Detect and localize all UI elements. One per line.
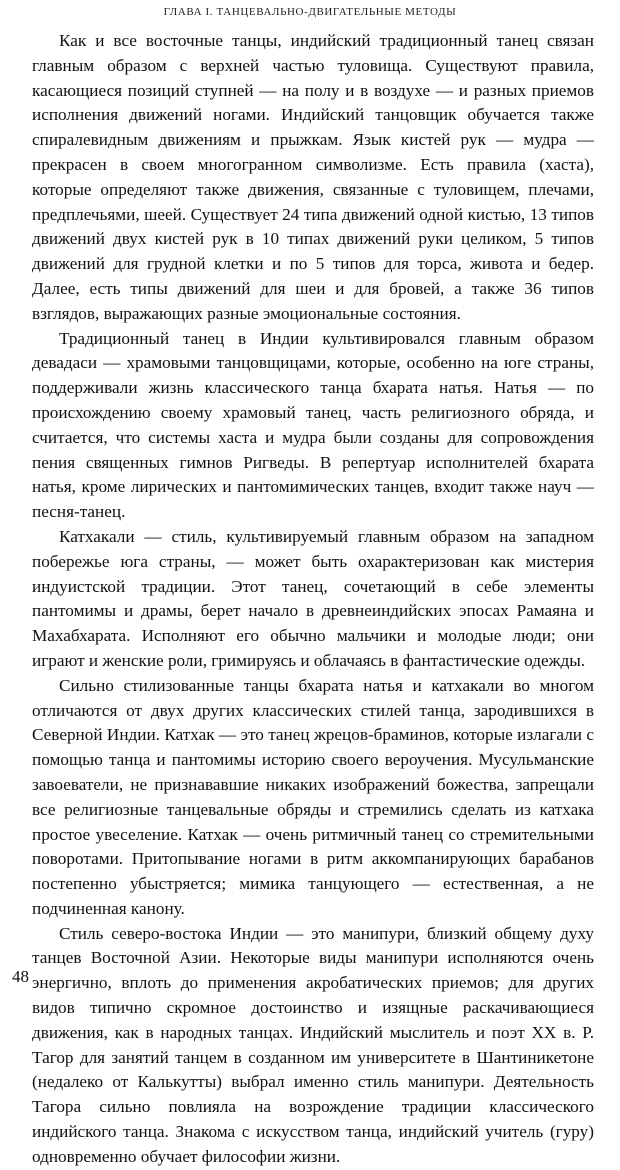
body-text	[32, 29, 594, 1170]
paragraph-4: Сильно стилизованные танцы бхарата натья и катхакали во многом отличаются от двух других классических стилей танца, зародившихся в Северной Индии. Катхак — это танец жрецов-браминов, которые излагали с помощью танца и пантомимы историю своего вероучения. Мусульманские завоеватели, не признававшие никаких изображений божества, запрещали все религиозные танцевальные обряды и стремились сделать из катхака простое увеселение. Катхак — очень ритмичный танец со стремительными поворотами. Притопывание ногами в ритм аккомпанирующих барабанов постепенно убыстряется; мимика танцующего — естественная, а не подчиненная канону.	[32, 675, 594, 918]
paragraph-2: Традиционный танец в Индии культивировался главным образом девадаси — храмовыми танцовщицами, которые, особенно на юге страны, поддерживали жизнь классического танца бхарата натья. Натья — по происхождению своему храмовый танец, часть религиозного обряда, и считается, что системы хаста и мудра были созданы для сопровождения пения священных гимнов Ригведы. В репертуар исполнителей бхарата натья, кроме лирических и пантомимических танцев, входит также науч — песня-танец.	[32, 328, 594, 522]
page-number: 48	[12, 967, 29, 986]
paragraph-5: Стиль северо-востока Индии — это манипури, близкий общему духу танцев Восточной Азии. Некоторые виды манипури исполняются очень энергично, вплоть до применения акробатических приемов; для других видов типично скромное достоинство и изящные раскачивающиеся движения, как в народных танцах. Индийский мыслитель и поэт XX в. Р. Тагор для занятий танцем в созданном им университете в Шантиникетоне (недалеко от Калькутты) выбрал именно стиль манипури. Деятельность Тагора сильно повлияла на возрождение традиции классического индийского танца. Знакома с искусством танца, индийский учитель (гуру) одновременно обучает философии жизни.	[32, 923, 594, 1166]
paragraph-3: Катхакали — стиль, культивируемый главным образом на западном побережье юга страны, — может быть охарактеризован как мистерия индуистской традиции. Этот танец, сочетающий в себе элементы пантомимы и драмы, берет начало в древнеиндийских эпосах Рамаяна и Махабхарата. Исполняют его обычно мальчики и молодые люди; они играют и женские роли, гримируясь и облачаясь в фантастические одежды.	[32, 526, 594, 670]
running-head: ГЛАВА I. ТАНЦЕВАЛЬНО-ДВИГАТЕЛЬНЫЕ МЕТОДЫ	[163, 6, 457, 18]
paragraph-1: Как и все восточные танцы, индийский традиционный танец связан главным образом с верхней частью туловища. Существуют правила, касающиеся позиций ступней — на полу и в воздухе — и разных приемов исполнения движений ногами. Индийский танцовщик обучается также спиралевидным движениям и прыжкам. Язык кистей рук — мудра — прекрасен в своем многогранном символизме. Есть правила (хаста), которые определяют также движения, связанные с туловищем, плечами, предплечьями, шеей. Существует 24 типа движений одной кистью, 13 типов движений двух кистей рук в 10 типах движений руки целиком, 5 типов движений для грудной клетки и по 5 типов для торса, живота и бедер. Далее, есть типы движений для шеи и для бровей, а также 36 типов взглядов, выражающих разные эмоциональные состояния.	[32, 31, 594, 323]
